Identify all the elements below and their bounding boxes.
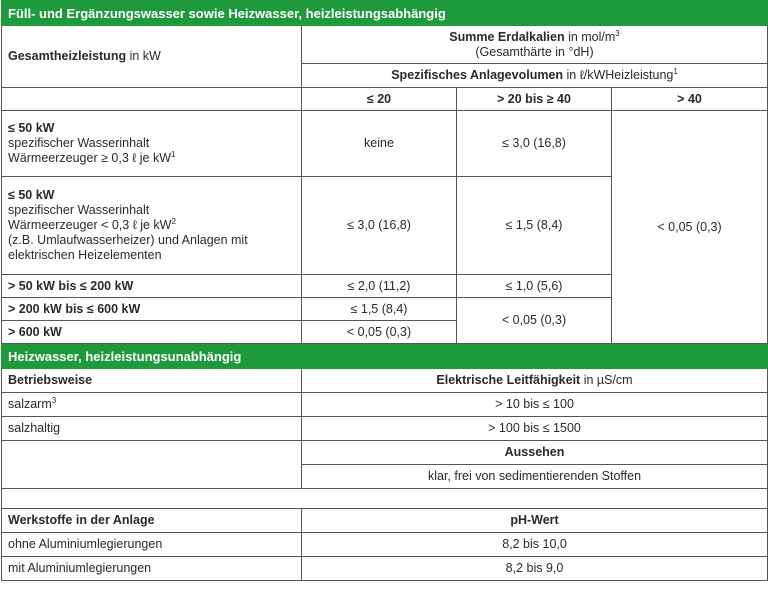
row3-label: > 50 kW bis ≤ 200 kW (2, 275, 302, 298)
row4-label: > 200 kW bis ≤ 600 kW (2, 298, 302, 321)
row2-value-2: ≤ 1,5 (8,4) (457, 177, 612, 275)
table-row (2, 369, 768, 393)
table-row (2, 533, 768, 557)
col-header-20-40: > 20 bis ≥ 40 (457, 88, 612, 111)
section1-header-row (2, 1, 768, 26)
header-spezifisches-anlagevolumen: Spezifisches Anlagevolumen in ℓ/kWHeizleistung$^1$ (302, 64, 768, 88)
col-header-leitfaehigkeit: Elektrische Leitfähigkeit in µS/cm (302, 369, 768, 393)
row3-value-1: ≤ 2,0 (11,2) (302, 275, 457, 298)
aussehen-value: klar, frei von sedimentierenden Stoffen (302, 465, 768, 489)
col-header-le-20: ≤ 20 (302, 88, 457, 111)
mit-aluminium-label: mit Aluminiumlegierungen (2, 557, 302, 581)
salzhaltig-value: > 100 bis ≤ 1500 (302, 417, 768, 441)
row5-value-1: < 0,05 (0,3) (302, 321, 457, 344)
table-row (2, 509, 768, 533)
row1-value-1: keine (302, 111, 457, 177)
salzarm-label: salzarm$^3$ (2, 393, 302, 417)
table-row (2, 441, 768, 465)
col-header-ph-wert: pH-Wert (302, 509, 768, 533)
row1-label: ≤ 50 kW spezifischer Wasserinhalt Wärmeerzeuger ≥ 0,3 ℓ je $kW^1$ (2, 111, 302, 177)
col-header-betriebsweise: Betriebsweise (2, 369, 302, 393)
salzarm-value: > 10 bis ≤ 100 (302, 393, 768, 417)
table-row (2, 111, 768, 177)
row3-value-2: ≤ 1,0 (5,6) (457, 275, 612, 298)
table-row (2, 557, 768, 581)
ohne-aluminium-label: ohne Aluminiumlegierungen (2, 533, 302, 557)
col-header-werkstoffe: Werkstoffe in der Anlage (2, 509, 302, 533)
col-header-gt-40: > 40 (612, 88, 768, 111)
row4-value-1: ≤ 1,5 (8,4) (302, 298, 457, 321)
section2-header-row (2, 344, 768, 369)
header-row-sum (2, 26, 768, 64)
spacer-cell (2, 489, 768, 509)
water-quality-table (1, 0, 768, 581)
row2-label: ≤ 50 kW spezifischer Wasserinhalt Wärmeerzeuger < 0,3 ℓ je $kW^2$ (z.B. Umlaufwasserheizer) und Anlagen mit elektrischen Heizelementen (2, 177, 302, 275)
header-summe-erdalkalien: Summe Erdalkalien in mol/$m^3$ (Gesamthärte in °dH) (302, 26, 768, 64)
spacer-row (2, 489, 768, 509)
mit-aluminium-value: 8,2 bis 9,0 (302, 557, 768, 581)
empty-cell (2, 441, 302, 489)
row1-value-2: ≤ 3,0 (16,8) (457, 111, 612, 177)
row2-value-1: ≤ 3,0 (16,8) (302, 177, 457, 275)
row5-label: > 600 kW (2, 321, 302, 344)
header-row-columns (2, 88, 768, 111)
table-row (2, 417, 768, 441)
col-header-gesamtheizleistung: Gesamtheizleistung in kW (2, 26, 302, 88)
table-row (2, 393, 768, 417)
header-empty-cell (2, 88, 302, 111)
section2-title: Heizwasser, heizleistungsunabhängig (2, 344, 768, 369)
col-header-aussehen: Aussehen (302, 441, 768, 465)
row4-5-value-2: < 0,05 (0,3) (457, 298, 612, 344)
merged-value-gt-40: < 0,05 (0,3) (612, 111, 768, 344)
section1-title: Füll- und Ergänzungswasser sowie Heizwasser, heizleistungsabhängig (2, 1, 768, 26)
salzhaltig-label: salzhaltig (2, 417, 302, 441)
ohne-aluminium-value: 8,2 bis 10,0 (302, 533, 768, 557)
